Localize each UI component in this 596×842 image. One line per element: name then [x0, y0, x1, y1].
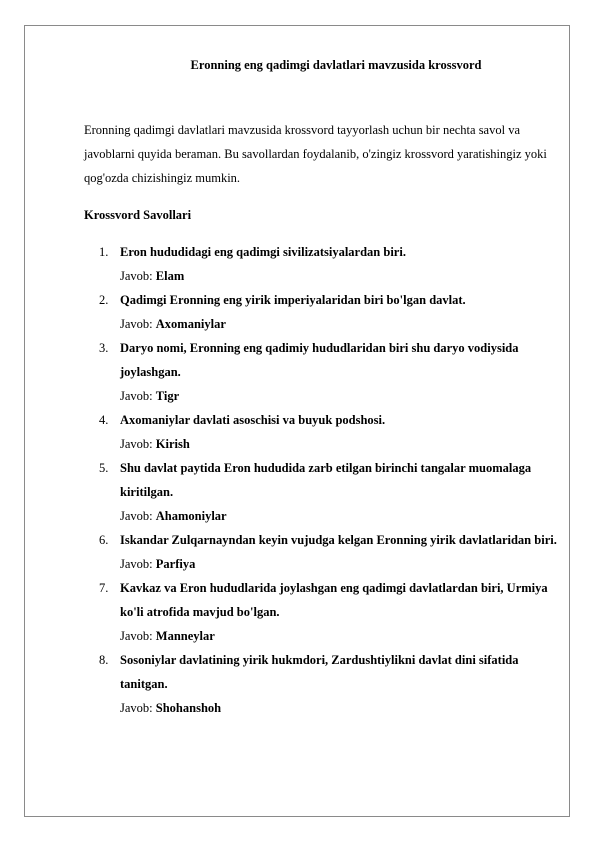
document-title: Eronning eng qadimgi davlatlari mavzusida krossvord: [190, 58, 482, 72]
answer-value: Manneylar: [155, 629, 215, 643]
answer-label: Javob:: [120, 701, 156, 715]
section-heading: Krossvord Savollari: [84, 208, 192, 222]
answer-value: Axomaniylar: [155, 317, 226, 331]
answer-label: Javob:: [120, 629, 156, 643]
answer-value: Ahamoniylar: [155, 509, 227, 523]
answer-label: Javob:: [120, 557, 156, 571]
question-text: Kavkaz va Eron hududlarida joylashgan eng qadimgi davlatlardan biri, Urmiya ko'li atrofida mavjud bo'lgan.: [120, 581, 548, 619]
answer-label: Javob:: [120, 269, 156, 283]
question-number: 2.: [99, 293, 109, 307]
answer-label: Javob:: [120, 437, 156, 451]
answer-line: [120, 432, 560, 456]
question-number: 8.: [99, 653, 109, 667]
answer-label: Javob:: [120, 389, 156, 403]
question-number: 5.: [99, 461, 109, 475]
question-item-8: [84, 648, 560, 720]
answer-line: [120, 384, 560, 408]
question-text: Eron hududidagi eng qadimgi sivilizatsiyalardan biri.: [120, 245, 406, 259]
answer-value: Elam: [155, 269, 185, 283]
question-item-7: [84, 576, 560, 648]
question-number: 3.: [99, 341, 109, 355]
question-text: Shu davlat paytida Eron hududida zarb etilgan birinchi tangalar muomalaga kiritilgan.: [120, 461, 532, 499]
answer-value: Shohanshoh: [155, 701, 222, 715]
answer-value: Kirish: [155, 437, 190, 451]
question-item-4: [84, 408, 560, 456]
question-text: Sosoniylar davlatining yirik hukmdori, Zardushtiylikni davlat dini sifatida tanitgan.: [120, 653, 519, 691]
question-number: 1.: [99, 245, 109, 259]
answer-value: Parfiya: [155, 557, 196, 571]
answer-line: [120, 552, 560, 576]
question-list: [84, 240, 560, 720]
question-item-5: [84, 456, 560, 528]
answer-line: [120, 264, 560, 288]
answer-label: Javob:: [120, 317, 156, 331]
question-item-3: [84, 336, 560, 408]
intro-paragraph: Eronning qadimgi davlatlari mavzusida krossvord tayyorlash uchun bir nechta savol va javoblarni quyida beraman. Bu savollardan foydalanib, o'zingiz krossvord yaratishingiz yoki qog'ozda chizishingiz mumkin.: [84, 123, 547, 185]
question-number: 7.: [99, 581, 109, 595]
answer-value: Tigr: [155, 389, 180, 403]
question-text: Daryo nomi, Eronning eng qadimiy hududlaridan biri shu daryo vodiysida joylashgan.: [120, 341, 519, 379]
question-text: Qadimgi Eronning eng yirik imperiyalaridan biri bo'lgan davlat.: [120, 293, 466, 307]
question-number: 6.: [99, 533, 109, 547]
answer-line: [120, 624, 560, 648]
answer-label: Javob:: [120, 509, 156, 523]
answer-line: [120, 504, 560, 528]
question-item-1: [84, 240, 560, 288]
question-item-6: [84, 528, 560, 576]
question-item-2: [84, 288, 560, 336]
question-text: Iskandar Zulqarnayndan keyin vujudga kelgan Eronning yirik davlatlaridan biri.: [120, 533, 557, 547]
answer-line: [120, 696, 560, 720]
question-number: 4.: [99, 413, 109, 427]
answer-line: [120, 312, 560, 336]
question-text: Axomaniylar davlati asoschisi va buyuk podshosi.: [120, 413, 386, 427]
